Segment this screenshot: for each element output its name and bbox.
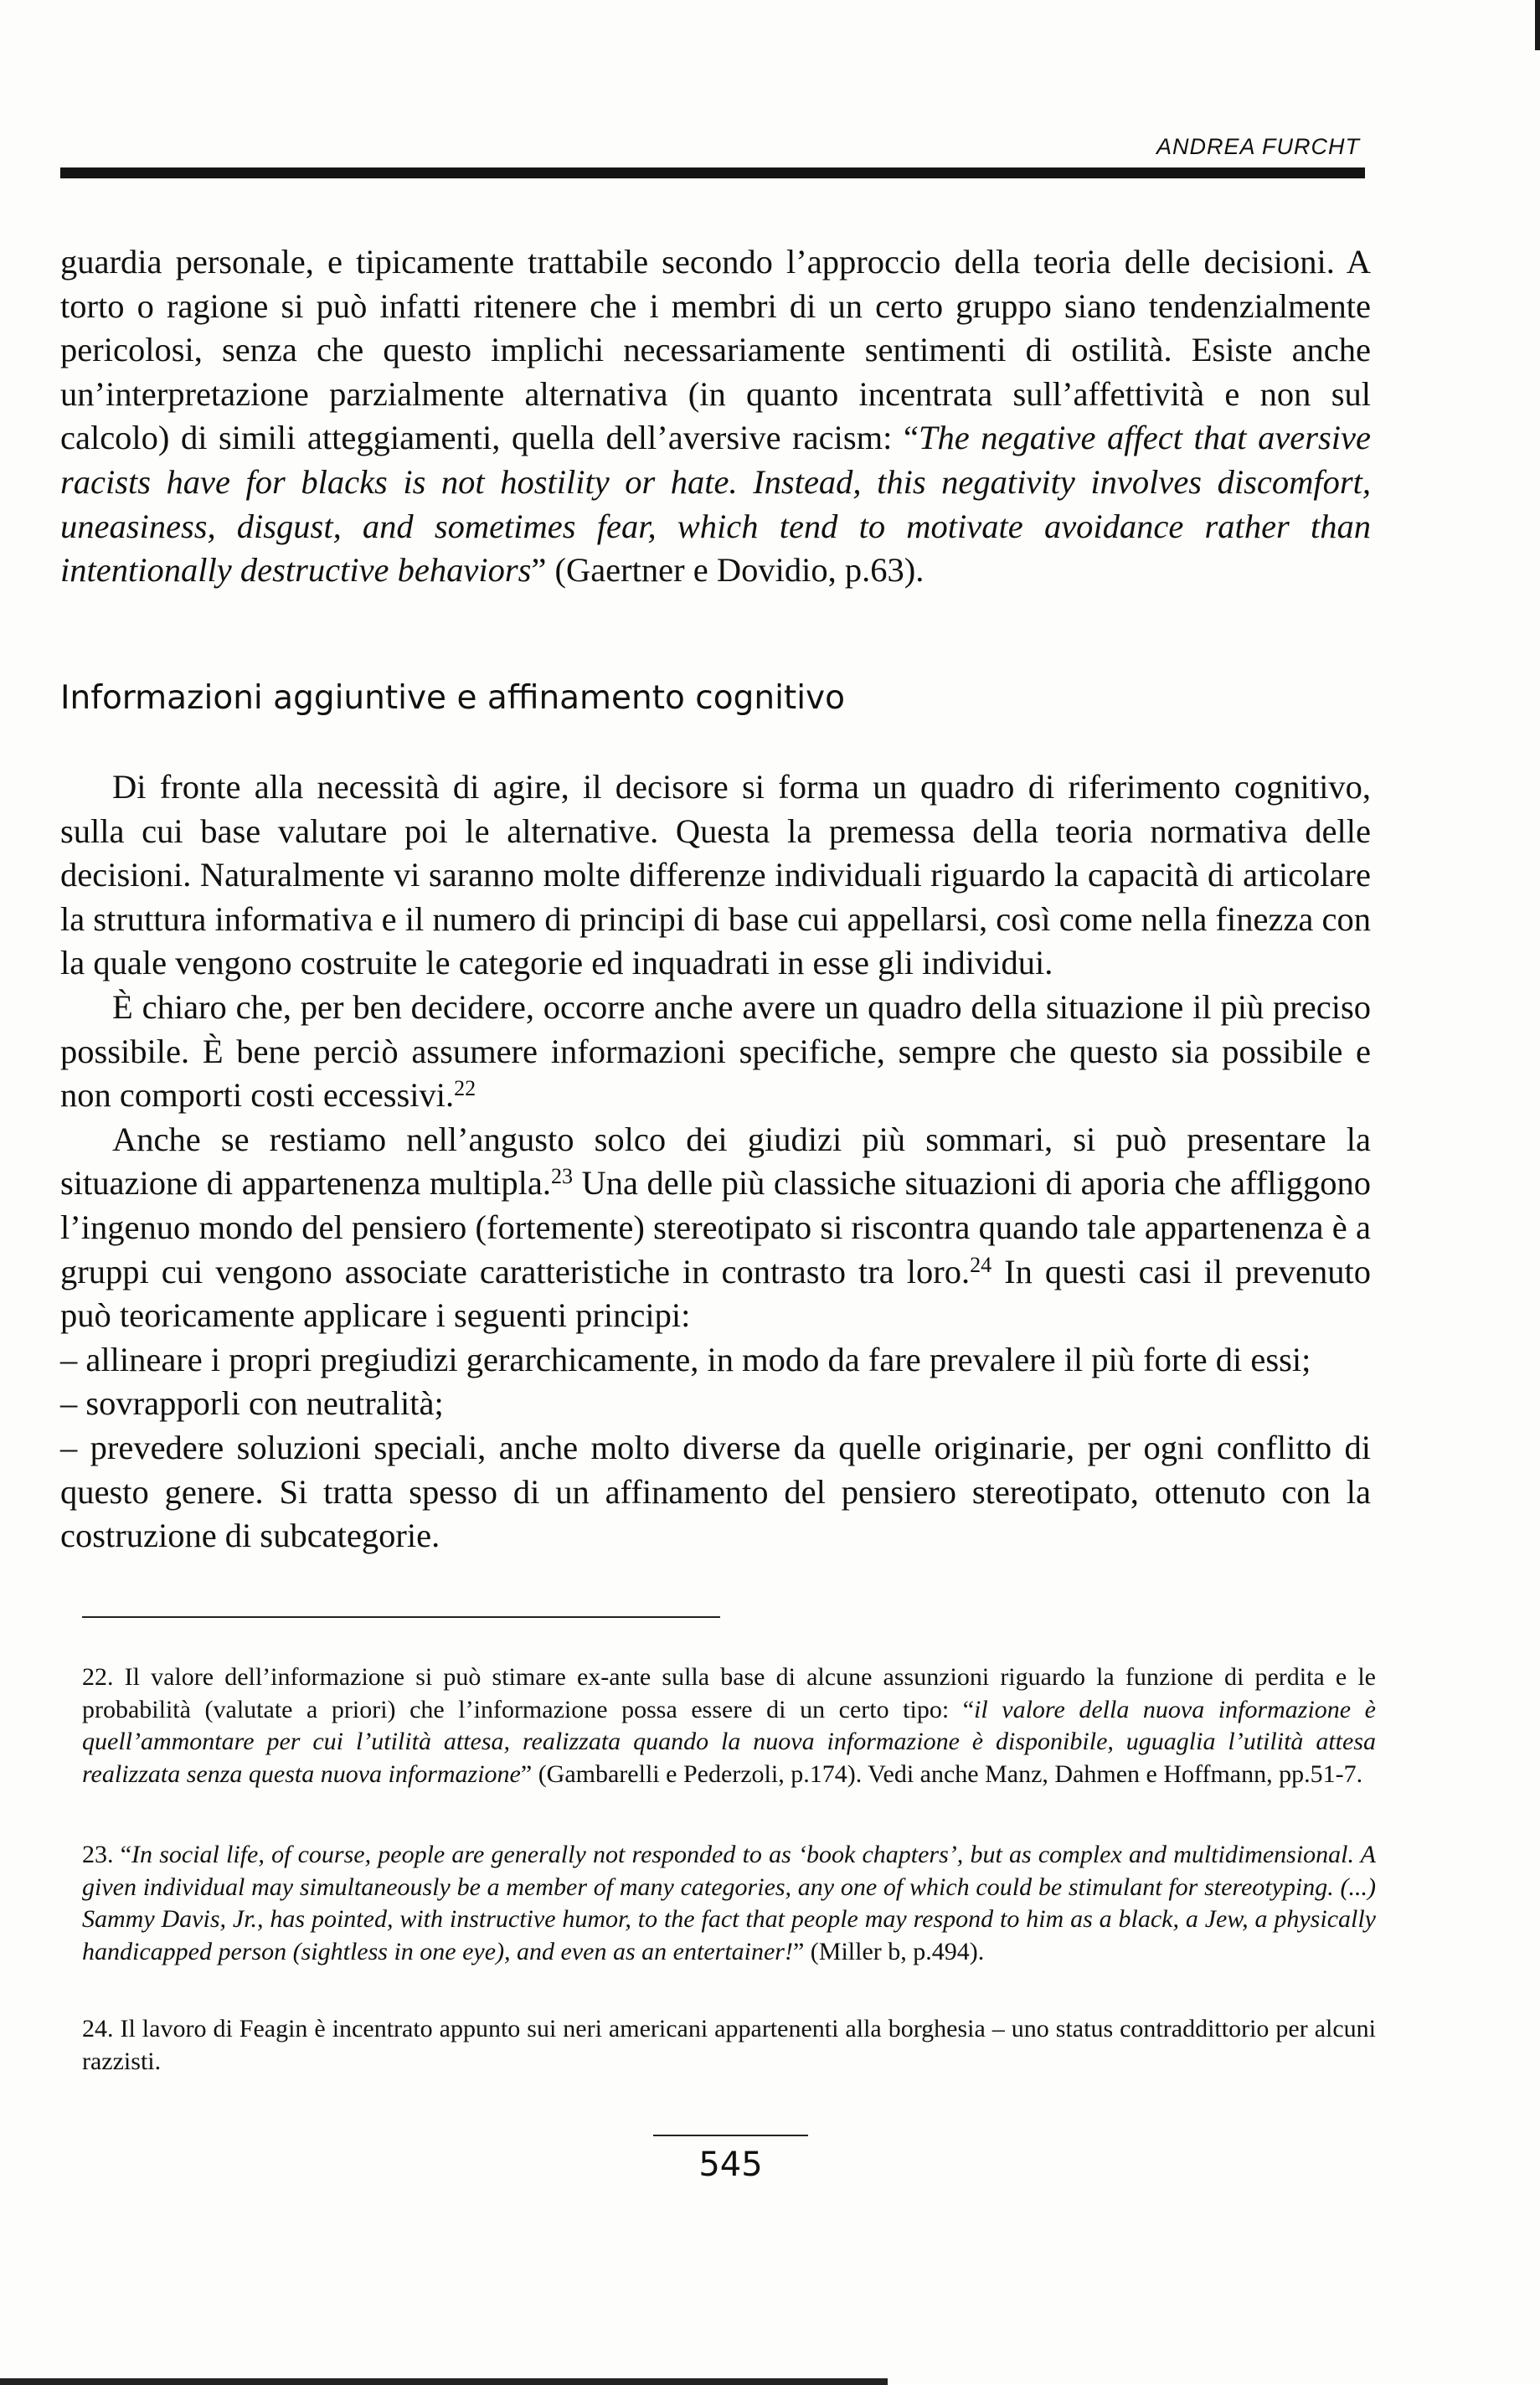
paragraph-text: Anche se restiamo nell’angusto solco dei giudizi più sommari, si può presentare la situazione di appartenenza multipla. [60,1120,1371,1203]
section-heading: Informazioni aggiuntive e affinamento cognitivo [60,679,845,717]
footnote-ref-22: 22 [454,1076,476,1101]
footnote-quote: In social life, of course, people are generally not responded to as ‘book chapters’, but as complex and multidimensional. A given individual may simultaneously be a member of many categories, any one of which could be stimulant for stereotyping. (...) Sammy Davis, Jr., has pointed, with instructive humor, to the fact that people may respond to him as a black, a Jew, a physically handicapped person (sightless in one eye), and even as an entertainer! [82,1841,1376,1965]
header-rule [60,167,1365,178]
footnote-separator [82,1616,720,1618]
paragraph-cognitive-frame: Di fronte alla necessità di agire, il decisore si forma un quadro di riferimento cognitivo, sulla cui base valutare poi le alternative. Questa la premessa della teoria normativa delle decisioni. Naturalmente vi saranno molte differenze individuali riguardo la capacità di articolare la struttura informativa e il numero di principi di base cui appellarsi, così come nella finezza con la quale vengono costruite le categorie ed inquadrati in esse gli individui. [60,768,1371,982]
footnote-citation: ” (Miller b, p.494). [792,1937,985,1965]
footnote-ref-24: 24 [970,1252,992,1277]
list-item: – prevedere soluzioni speciali, anche molto diverse da quelle originarie, per ogni conflitto di questo genere. Si tratta spesso di un affinamento del pensiero stereotipato, ottenuto con la costruzione di subcategorie. [60,1428,1371,1555]
footnote-23 [82,1839,1376,1968]
list-item: – sovrapporli con neutralità; [60,1384,444,1423]
scan-edge-mark [1535,0,1540,50]
main-text-top [60,240,1371,593]
paragraph-information [60,986,1371,1118]
footnote-citation: ” (Gambarelli e Pederzoli, p.174). Vedi anche Manz, Dahmen e Hoffmann, pp.51-7. [520,1759,1363,1788]
page-number: 545 [698,2145,763,2184]
list-item: – allineare i propri pregiudizi gerarchicamente, in modo da fare prevalere il più forte di essi; [60,1340,1311,1378]
paragraph-text: Una delle più classiche situazioni di aporia che affliggono l’ingenuo mondo del pensiero (fortemente) stereotipato si riscontra quando tale appartenenza è a gruppi cui vengono associate caratteristiche in contrasto tra loro. [60,1164,1372,1290]
footnote-24: 24. Il lavoro di Feagin è incentrato appunto sui neri americani appartenenti alla borghesia – uno status contraddittorio per alcuni razzisti. [82,2015,1376,2075]
paragraph-multiple-membership [60,1118,1371,1338]
footnote-ref-23: 23 [550,1164,573,1189]
scan-edge-mark [0,2378,888,2385]
footnote-text: 22. Il valore dell’informazione si può stimare ex-ante sulla base di alcune assunzioni riguardo la funzione di perdita e le probabilità (valutate a priori) che l’informazione possa essere di un certo tipo: “ [82,1663,1376,1723]
aversive-racism-quote: The negative affect that aversive racists have for blacks is not hostility or hate. Instead, this negativity involves discomfort, uneasiness, disgust, and sometimes fear, which tend to motivate avoidance rather than intentionally destructive behaviors [60,419,1371,590]
page-number-rule [653,2135,808,2136]
paragraph-aversive-racism [60,240,1371,593]
footnote-quote: il valore della nuova informazione è quell’ammontare per cui l’utilità attesa, realizzata quando la nuova informazione è disponibile, uguaglia l’utilità attesa realizzata senza questa nuova informazione [82,1695,1376,1788]
paragraph-text: guardia personale, e tipicamente trattabile secondo l’approccio della teoria delle decisioni. A torto o ragione si può infatti ritenere che i membri di un certo gruppo siano tendenzialmente pericolosi, senza che questo implichi necessariamente sentimenti di ostilità. Esiste anche un’interpretazione parzialmente alternativa (in quanto incentrata sull’affettività e non sul calcolo) di simili atteggiamenti, quella dell’aversive racism: “ [60,243,1371,457]
main-text-section [60,765,1371,1558]
footnote-text: 23. “ [82,1841,132,1868]
running-head: ANDREA FURCHT [1156,134,1360,159]
paragraph-text: È chiaro che, per ben decidere, occorre anche avere un quadro della situazione il più preciso possibile. È bene perciò assumere informazioni specifiche, sempre che questo sia possibile e non comporti costi eccessivi. [60,987,1371,1115]
paragraph-text: In questi casi il prevenuto può teoricamente applicare i seguenti principi: [60,1252,1372,1335]
quote-citation: ” (Gaertner e Dovidio, p.63). [531,551,925,590]
footnote-22 [82,1661,1376,1790]
